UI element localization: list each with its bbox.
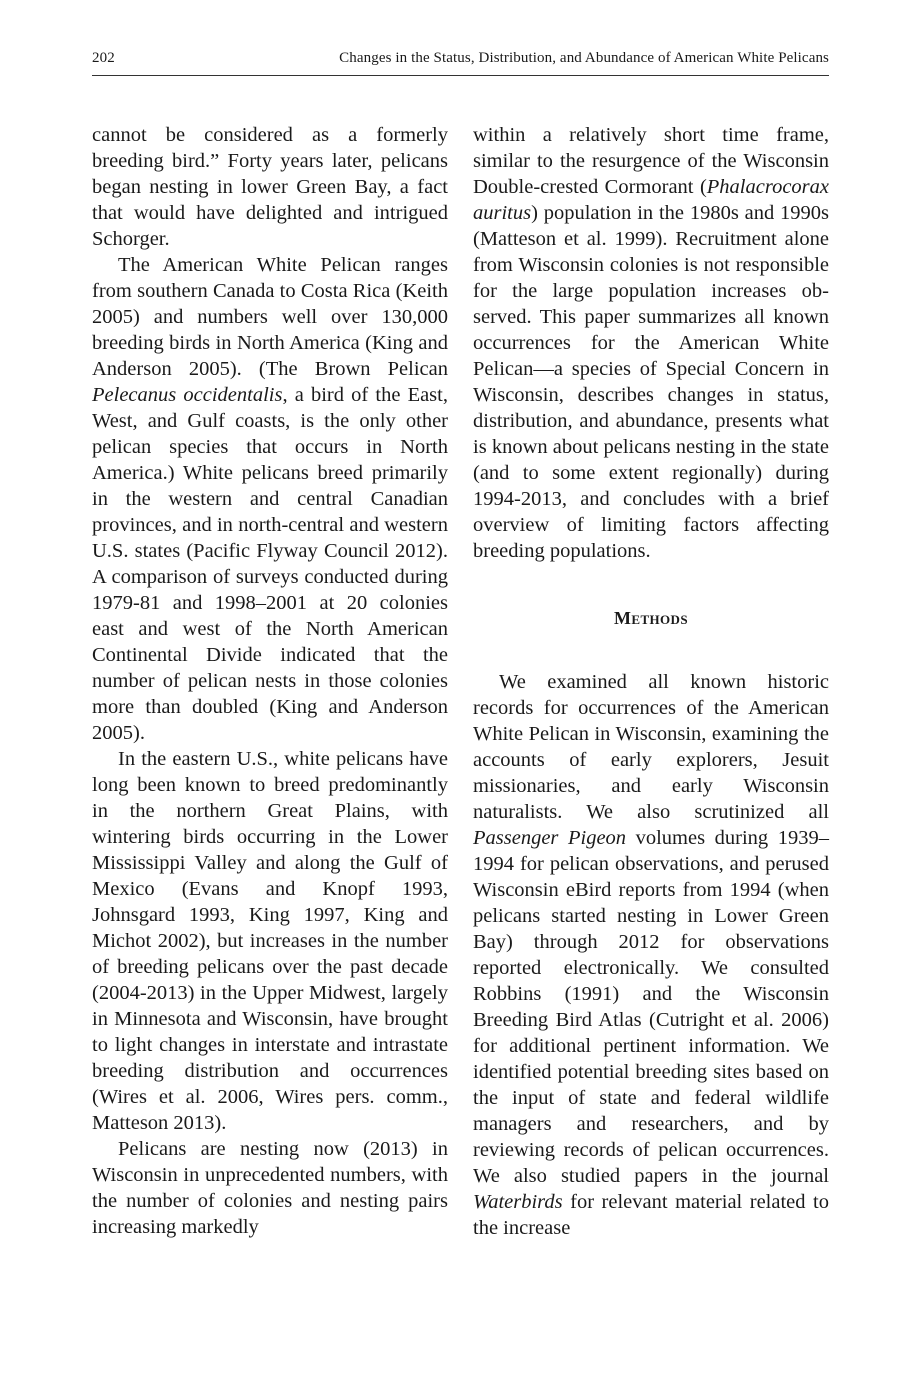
header-rule [92, 75, 829, 76]
text-run: We examined all known historic records for occurrences of the American White Pelican in Wisconsin, examining the accounts of early explorers, Jesuit missionaries, and early Wisconsin naturalists. We also scrutinized all [473, 671, 829, 823]
running-title: Changes in the Status, Distribution, and Abundance of American White Pelicans [339, 50, 829, 66]
text-run: volumes during 1939–1994 for pelican observations, and perused Wisconsin eBird reports from 1994 (when pelicans started nesting in Lower Green Bay) through 2012 for observations reported electronically. We consulted Robbins (1991) and the Wisconsin Breeding Bird Atlas (Cutright et al. 2006) for additional pertinent information. We identified potential breeding sites based on the input of state and federal wildlife managers and researchers, and by reviewing records of pelican occurrences. We also studied papers in the journal [473, 827, 829, 1187]
paragraph [473, 122, 829, 564]
species-name: Phalacrocorax auritus [473, 176, 829, 224]
text-run: ) population in the 1980s and 1990s (Matteson et al. 1999). Recruitment alone from Wisconsin colonies is not responsible for the large population increases observed. This paper summarizes all known occurrences for the American White Pelican—a species of Special Concern in Wisconsin, describes changes in status, distribution, and abundance, presents what is known about pelicans nesting in the state (and to some extent regionally) during 1994-2013, and concludes with a brief overview of limiting factors affecting breeding populations. [473, 202, 829, 562]
journal-name: Waterbirds [473, 1191, 563, 1213]
text-run: within a relatively short time frame, similar to the resurgence of the Wisconsin Double-crested Cormorant ( [473, 124, 829, 198]
paragraph: In the eastern U.S., white pelicans have long been known to breed predominantly in the northern Great Plains, with wintering birds occurring in the Lower Mississippi Valley and along the Gulf of Mexico (Evans and Knopf 1993, Johnsgard 1993, King 1997, King and Michot 2002), but increases in the number of breeding pelicans over the past decade (2004-2013) in the Upper Midwest, largely in Minnesota and Wisconsin, have brought to light changes in interstate and intrastate breeding distribution and occurrences (Wires et al. 2006, Wires pers. comm., Matteson 2013). [92, 748, 448, 1134]
journal-name: Passenger Pigeon [473, 827, 627, 849]
paragraph [473, 669, 829, 1241]
running-header [92, 50, 829, 67]
section-heading: Methods [614, 608, 688, 628]
species-name: Pelecanus occidentalis [92, 384, 283, 406]
text-run: , a bird of the East, West, and Gulf coasts, is the only other pelican species that occurs in North America.) White pelicans breed primarily in the western and central Canadian provinces, and in north-central and western U.S. states (Pacific Flyway Council 2012). A comparison of surveys conducted during 1979-81 and 1998–2001 at 20 colonies east and west of the North American Continental Divide indicated that the number of pelican nests in those colonies more than doubled (King and Anderson 2005). [92, 384, 448, 744]
left-column [92, 122, 448, 1240]
paragraph [92, 252, 448, 746]
paragraph: cannot be considered as a formerly breeding bird.” Forty years later, pelicans began nesting in lower Green Bay, a fact that would have delighted and intrigued Schorger. [92, 124, 448, 250]
text-run: for relevant material related to the increase [473, 1191, 829, 1239]
right-column [473, 122, 829, 1241]
text-run: The American White Pelican ranges from southern Canada to Costa Rica (Keith 2005) and numbers well over 130,000 breeding birds in North America (King and Anderson 2005). (The Brown Pelican [92, 254, 448, 380]
paragraph: Pelicans are nesting now (2013) in Wisconsin in unprecedented numbers, with the number of colonies and nesting pairs increasing markedly [92, 1138, 448, 1238]
page-number: 202 [92, 50, 115, 66]
